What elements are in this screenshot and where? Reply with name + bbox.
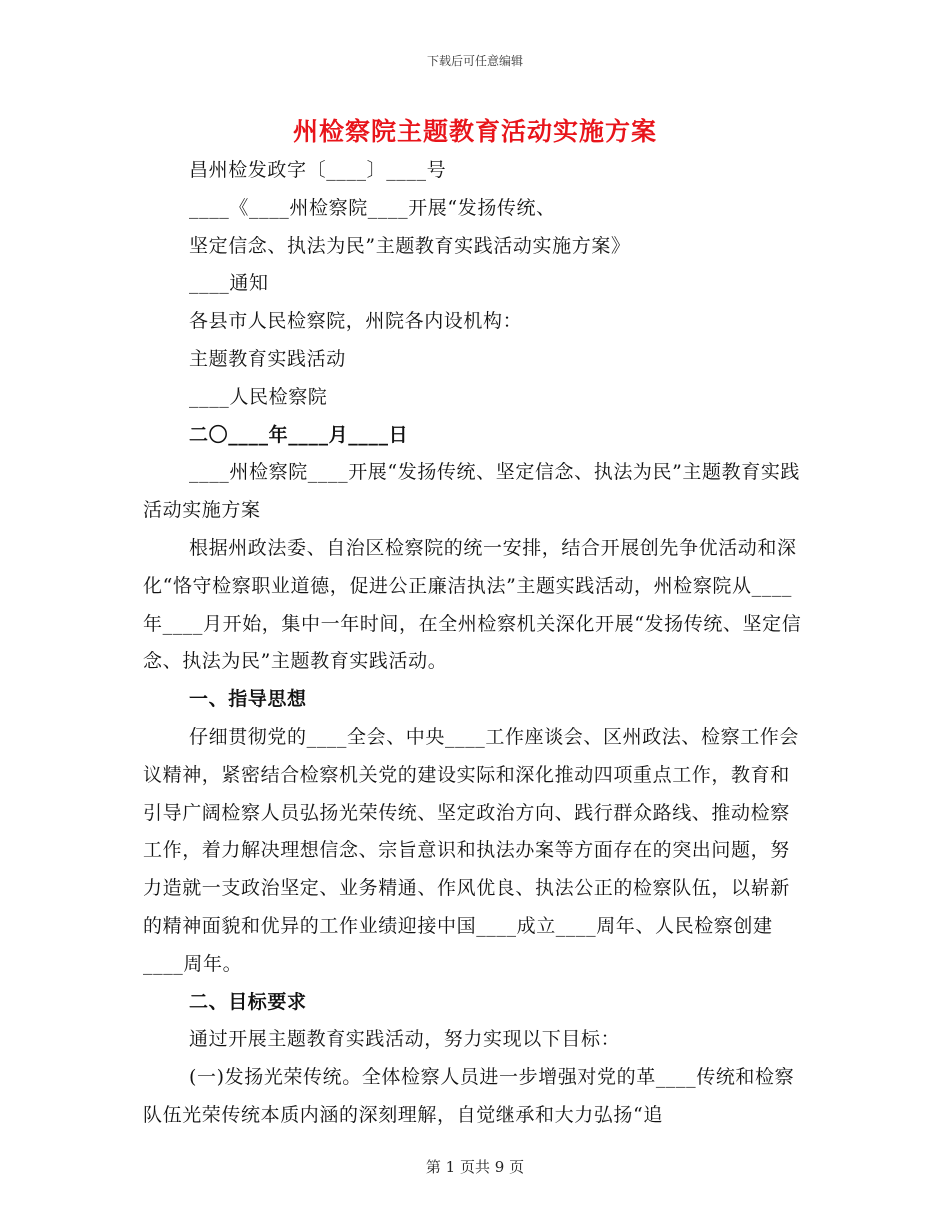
section-2-title: 二、目标要求 [189, 990, 307, 1013]
header-note: 下载后可任意编辑 [426, 54, 523, 68]
page-footer: 第 1 页共 9 页 [425, 1158, 525, 1176]
intro-paragraph: 根据州政法委、自治区检察院的统一安排，结合开展创先争优活动和深化“恪守检察职业道德，促进公正廉洁执法”主题实践活动，州检察院从____年____月开始，集中一年时间，在全州检察机关深化开展“发扬传统、坚定信念、执法为民”主题教育实践活动。 [143, 536, 802, 673]
section-1-title: 一、指导思想 [189, 688, 307, 711]
notice-title-line-2: 坚定信念、执法为民”主题教育实践活动实施方案》 [189, 234, 631, 257]
document-title: 州检察院主题教育活动实施方案 [292, 117, 657, 146]
section-2-intro: 通过开展主题教育实践活动，努力实现以下目标： [189, 1028, 621, 1051]
notice-title-line-3: ____通知 [189, 272, 269, 295]
notice-title-line-1: ____《____州检察院____开展“发扬传统、 [189, 196, 556, 219]
issuer-line: ____人民检察院 [189, 385, 328, 408]
section-1-paragraph: 仔细贯彻党的____全会、中央____工作座谈会、区州政法、检察工作会议精神，紧密结合检察机关党的建设实际和深化推动四项重点工作，教育和引导广阔检察人员弘扬光荣传统、坚定政治方向、践行群众路线、推动检察工作，着力解决理想信念、宗旨意识和执法办案等方面存在的突出问题，努力造就一支政治坚定、业务精通、作风优良、执法公正的检察队伍，以崭新的精神面貌和优异的工作业绩迎接中国____成立____周年、人民检察创建____周年。 [143, 725, 800, 975]
document-body [143, 152, 803, 1135]
addressee-line: 各县市人民检察院，州院各内设机构： [189, 310, 523, 333]
subject-line: 主题教育实践活动 [189, 347, 346, 370]
doc-number-line: 昌州检发政字〔____〕____号 [189, 159, 447, 181]
date-line: 二〇____年____月____日 [189, 423, 409, 446]
section-2-item-1: (一)发扬光荣传统。全体检察人员进一步增强对党的革____传统和检察队伍光荣传统本质内涵的深刻理解，自觉继承和大力弘扬“追 [143, 1066, 795, 1126]
plan-heading: ____州检察院____开展“发扬传统、坚定信念、执法为民”主题教育实践活动实施方案 [143, 461, 801, 522]
